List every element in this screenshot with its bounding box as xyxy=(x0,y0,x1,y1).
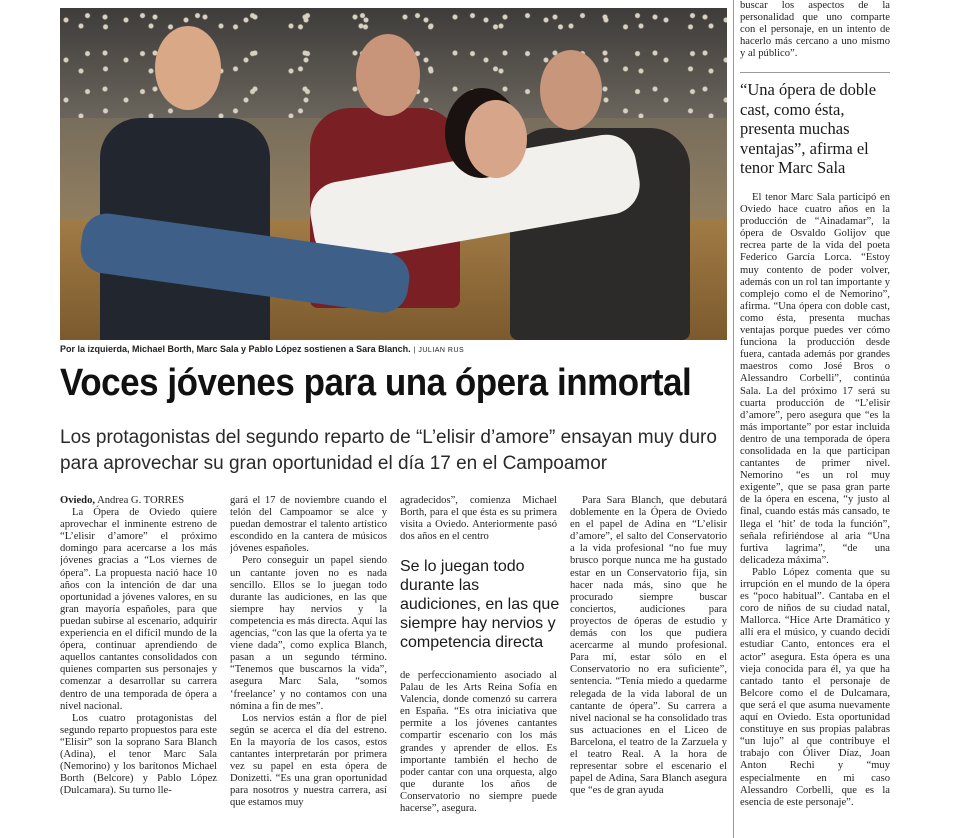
divider-top-right xyxy=(740,72,890,73)
col3-paragraph-top: agradecidos”, comienza Michael Borth, para el que ésta es su primera visita a Oviedo. Anteriormente pasó dos años en el centro xyxy=(400,495,557,543)
column-2 xyxy=(230,495,387,838)
photo-credit: | JULIAN RUS xyxy=(413,347,465,354)
column-5-top xyxy=(740,0,890,66)
head-michael-borth xyxy=(155,26,221,110)
column-divider-right xyxy=(733,0,734,838)
article-subhead: Los protagonistas del segundo reparto de “L’elisir d’amore” ensayan muy duro para aprovechar su gran oportunidad el día 17 en el Campoamor xyxy=(60,427,717,474)
col5-paragraph-1: El tenor Marc Sala participó en Oviedo hace cuatro años en la producción de “Ainadamar”, la ópera de Osvaldo Golijov que recrea parte de la vida del poeta Federico García Lorca. “Estoy muy contento de poder volver, además con un rol tan importante y complejo como el de Nemorino”, afirma. “Una ópera con doble cast, como ésta, presenta muchas ventajas porque puedes ver cómo funciona la producción desde fuera, cantada además por grandes maestros como José Bros o Alessandro Corbelli”, continúa Sala. La del próximo 17 será su cuarta producción de “L’elisir d’amore”, pero asegura que “es la más importante” por estar incluida dentro de una temporada de ópera consolidada en la que participan cantantes de primer nivel. Nemorino “es un rol muy exigente”, que se pasa gran parte de la ópera en escena, “y justo al final, cuando estás más cansado, te llega el ‘hit’ de toda la función”, señala refiriéndose al aria “Una furtiva lagrima”, “de una delicadeza máxima”. xyxy=(740,192,890,566)
col1-paragraph-1: La Ópera de Oviedo quiere aprovechar el inminente estreno de “L’elisir d’amore” el próximo domingo para acercarse a los más jóvenes gracias a “Los viernes de ópera”. La propuesta nació hace 10 años con la intención de dar una oportunidad a jóvenes valores, en su gran mayoría españoles, para que puedan subirse al escenario, adquirir experiencia en el difícil mundo de la ópera, continuar aprendiendo de aquellos cantantes consolidados con quienes comparten sus personajes y comenzar a desarrollar su carrera dentro de una temporada de ópera a nivel nacional. xyxy=(60,507,217,712)
byline-author: Andrea G. TORRES xyxy=(95,495,185,506)
col2-paragraph-2: Pero conseguir un papel siendo un cantante joven no es nada sencillo. Ellos se lo juegan todo durante las audiciones, en las que siempre hay nervios y la competencia es más directa. Aquí las agencias, “con las que la oferta ya te viene dada”, como explica Blanch, pasan a un segundo término. “Tenemos que buscarnos la vida”, asegura Marc Sala, “somos ‘freelance’ y no contamos con una nómina a fin de mes”. xyxy=(230,555,387,712)
photo-caption-text: Por la izquierda, Michael Borth, Marc Sala y Pablo López sostienen a Sara Blanch. xyxy=(60,344,411,354)
col5-paragraph-top: buscar los aspectos de la personalidad que uno comparte con el personaje, en un intento de hacerlo más cercano a uno mismo y al público”. xyxy=(740,0,890,60)
head-pablo-lopez xyxy=(540,50,602,130)
column-3-bottom xyxy=(400,670,557,838)
head-sara-blanch xyxy=(465,100,527,178)
col1-paragraph-2: Los cuatro protagonistas del segundo reparto propuestos para este “Elisir” son la soprano Sara Blanch (Adina), el tenor Marc Sala (Nemorino) y los barítonos Michael Borth (Belcore) y Pablo López (Dulcamara). Su turno lle- xyxy=(60,712,217,797)
photo-caption xyxy=(60,344,727,354)
byline xyxy=(60,495,217,507)
article-headline: Voces jóvenes para una ópera inmortal xyxy=(60,362,692,404)
column-5-main xyxy=(740,192,890,838)
byline-location: Oviedo, xyxy=(60,495,96,506)
pullquote-marc-sala: “Una ópera de doble cast, como ésta, presenta muchas ventajas”, afirma el tenor Marc Sala xyxy=(740,80,877,177)
col3-paragraph-bottom: de perfeccionamiento asociado al Palau de les Arts Reina Sofía en Valencia, donde comenzó su carrera en España. “Es otra iniciativa que permite a los jóvenes cantantes compartir escenario con los más grandes y aprender de ellos. Es importante también el hecho de poder cantar con una orquesta, algo que durante los años de Conservatorio no siempre puede hacerse”, asegura. xyxy=(400,670,557,815)
column-3-top xyxy=(400,495,557,545)
column-4 xyxy=(570,495,727,838)
col2-paragraph-3: Los nervios están a flor de piel según se acerca el día del estreno. En la mayoría de los casos, estos cantantes interpretarán por primera vez su papel en esta ópera de Donizetti. “Es una gran oportunidad para nosotros y nuestra carrera, así que estamos muy xyxy=(230,712,387,809)
article-photo xyxy=(60,8,727,340)
pullquote-audiciones: Se lo juegan todo durante las audiciones, en las que siempre hay nervios y competencia directa xyxy=(400,558,560,651)
column-1 xyxy=(60,495,217,838)
col5-paragraph-2: Pablo López comenta que su irrupción en el mundo de la ópera es “poco habitual”. Cantaba en el coro de niños de su ciudad natal, Mallorca. “Hice Arte Dramático y allí era el músico, y cuando decidí estudiar Canto, entonces era el actor” asegura. Esta ópera es una vieja conocida para él, ya que ha cantado tanto el personaje de Belcore como el de Dulcamara, que será el que asuma nuevamente aquí en Oviedo. Esta oportunidad constituye en sus propias palabras “un lujo” al que contribuye el trabajo con Óliver Díaz, Joan Anton Rechi y “muy especialmente en mi caso Alessandro Corbelli, que es la esencia de este personaje”. xyxy=(740,566,890,808)
col2-paragraph-1: gará el 17 de noviembre cuando el telón del Campoamor se alce y puedan demostrar el talento artístico escondido en la cantera de músicos jóvenes españoles. xyxy=(230,495,387,555)
head-marc-sala xyxy=(356,34,420,116)
col4-paragraph-1: Para Sara Blanch, que debutará doblemente en la Ópera de Oviedo en el papel de Adina en “L’elisir d’amore”, el salto del Conservatorio a la vida profesional “no fue muy brusco porque nunca me ha gustado estar en un Conservatorio fija, sin hacer nada más, sino que he procurado siempre buscar conciertos, audiciones para proyectos de óperas de estudio y demás con los que pudiera acercarme al mundo profesional. Para mí, estar sólo en el Conservatorio no era suficiente”, sentencia. “Tenía miedo a quedarme relegada de la vida laboral de un cantante de ópera”. Su carrera a nivel nacional se ha consolidado tras sus actuaciones en el Liceo de Barcelona, el teatro de la Zarzuela y el teatro Real. A la hora de representar sobre el escenario el papel de Adina, Sara Blanch asegura que “es de gran ayuda xyxy=(570,495,727,797)
